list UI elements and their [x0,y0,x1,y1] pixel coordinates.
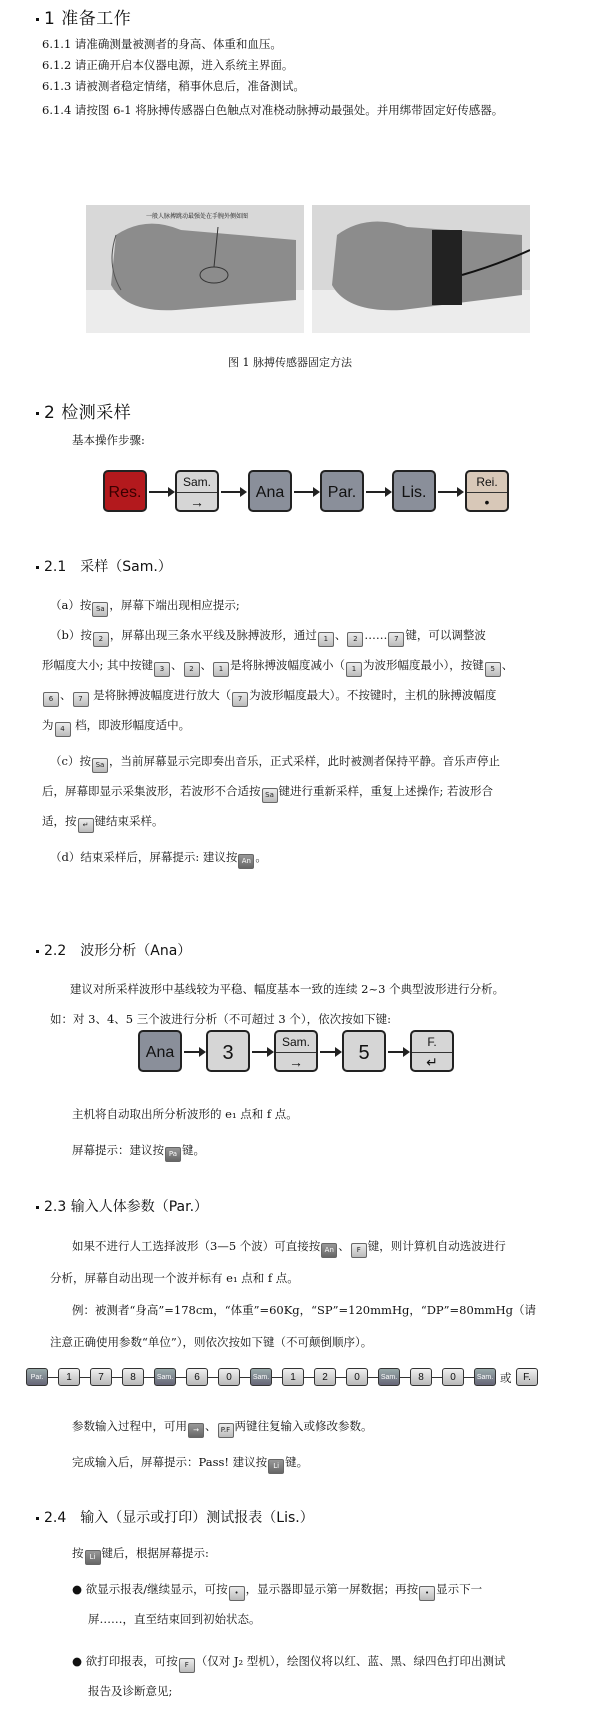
prep-item: 6.1.3 请被测者稳定情绪，稍事休息后，准备测试。 [42,79,305,94]
ana-desc: 建议对所采样波形中基线较为平稳、幅度基本一致的连续 2~3 个典型波形进行分析。 [70,982,505,996]
seq-key: 0 [442,1368,464,1386]
seq-key: 1 [58,1368,80,1386]
section-2-2-title: 2.2 波形分析（Ana） [36,940,191,960]
section-2-title: 2 检测采样 [36,398,131,423]
section-1-title: 1 准备工作 [36,4,131,29]
or-text: 或 [500,1371,512,1385]
seq-key: Sam. [474,1368,496,1386]
ana-key: Ana [248,470,292,512]
f-key: F. ↵ [410,1030,454,1072]
section-2-1-title: 2.1 采样（Sam.） [36,556,172,576]
sam-key: Sam. → [274,1030,318,1072]
prep-item: 6.1.2 请正确开启本仪器电源，进入系统主界面。 [42,58,294,73]
wrist-photo-left [86,205,304,333]
seq-key: 6 [186,1368,208,1386]
list-item: 报告及诊断意见; [88,1684,173,1698]
seq-key: 2 [314,1368,336,1386]
seq-key: Sam. [154,1368,176,1386]
list-item: 屏……，直至结束回到初始状态。 [88,1612,261,1626]
steps-intro: 基本操作步骤: [72,433,145,447]
section-2-3-title: 2.3 输入人体参数（Par.） [36,1196,208,1216]
lis-key: Lis. [392,470,436,512]
section-2-4-title: 2.4 输入（显示或打印）测试报表（Lis.） [36,1507,314,1527]
figure-caption: 图 1 脉搏传感器固定方法 [228,356,352,369]
wrist-photo-right [312,205,530,333]
seq-key: 8 [122,1368,144,1386]
seq-key: 0 [346,1368,368,1386]
sam-key: Sam. → [175,470,219,512]
rei-key: Rei. • [465,470,509,512]
list-item: ● 欲打印报表，可按 F （仅对 J₂ 型机），绘图仪将以红、蓝、黑、绿四色打印出测试 [72,1646,582,1676]
seq-key: 0 [218,1368,240,1386]
prep-item: 6.1.4 请按图 6-1 将脉搏传感器白色触点对准桡动脉搏动最强处。并用绑带固定好传感器。 [42,103,504,118]
prep-item: 6.1.1 请准确测量被测者的身高、体重和血压。 [42,37,282,51]
seq-key: F. [516,1368,538,1386]
seq-key: 7 [90,1368,112,1386]
ana-example: 如：对 3、4、5 三个波进行分析（不可超过 3 个），依次按如下键: [50,1012,392,1026]
edit-params: 参数输入过程中，可用 → 、 P.F 两键往复输入或修改参数。 [72,1408,572,1444]
ana-prompt: 屏幕提示：建议按 Pa 键。 [72,1132,298,1168]
seq-key: Par. [26,1368,48,1386]
ana-result: 主机将自动取出所分析波形的 e₁ 点和 f 点。 [72,1107,298,1121]
seq-key: 8 [410,1368,432,1386]
seq-key: Sam. [378,1368,400,1386]
photo-label: 一般人脉搏跳动最强处在手腕外侧如图 [146,213,249,220]
seq-key: 1 [282,1368,304,1386]
seq-key: Sam. [250,1368,272,1386]
list-item: ● 欲显示报表/继续显示，可按 • ，显示器即显示第一屏数据；再按 • 显示下一 [72,1574,582,1604]
res-key: Res. [103,470,147,512]
sam-steps: （a）按 Sa ，屏幕下端出现相应提示; （b）按 2 ，屏幕出现三条水平线及脉搏波形，通过 1 、 2 …… 7 键，可以调整波 形幅度大小; 其中按键 3 、 2 、 1 是将脉搏波幅度减小（ 1 为波形幅度最小），按键 5 、 6 、 7 是将脉搏波幅度进行放大（ 7 为波形幅度最大）。不按键时，主机的脉搏波幅度 为 4 档，即波形幅度适中。 （c）按 Sa ，当前屏幕显示完即奏出音乐，正式采样，此时被测者保持平静。音乐声停止 后，屏幕即显示采集波形，若波形不合适按 Sa 键进行重新采样，重复上述操作; 若波形合 适，按 ↵ 键结束采样。 （d）结束采样后，屏幕提示: 建议按 An 。 [50,590,570,872]
lis-intro: 按 Li 键后，根据屏幕提示: [72,1538,582,1568]
prep-list [42,36,562,122]
par-key: Par. [320,470,364,512]
key-3: 3 [206,1030,250,1072]
ana-key: Ana [138,1030,182,1072]
key-5: 5 [342,1030,386,1072]
pass-prompt: 完成输入后，屏幕提示：Pass! 建议按 Li 键。 [72,1444,572,1480]
